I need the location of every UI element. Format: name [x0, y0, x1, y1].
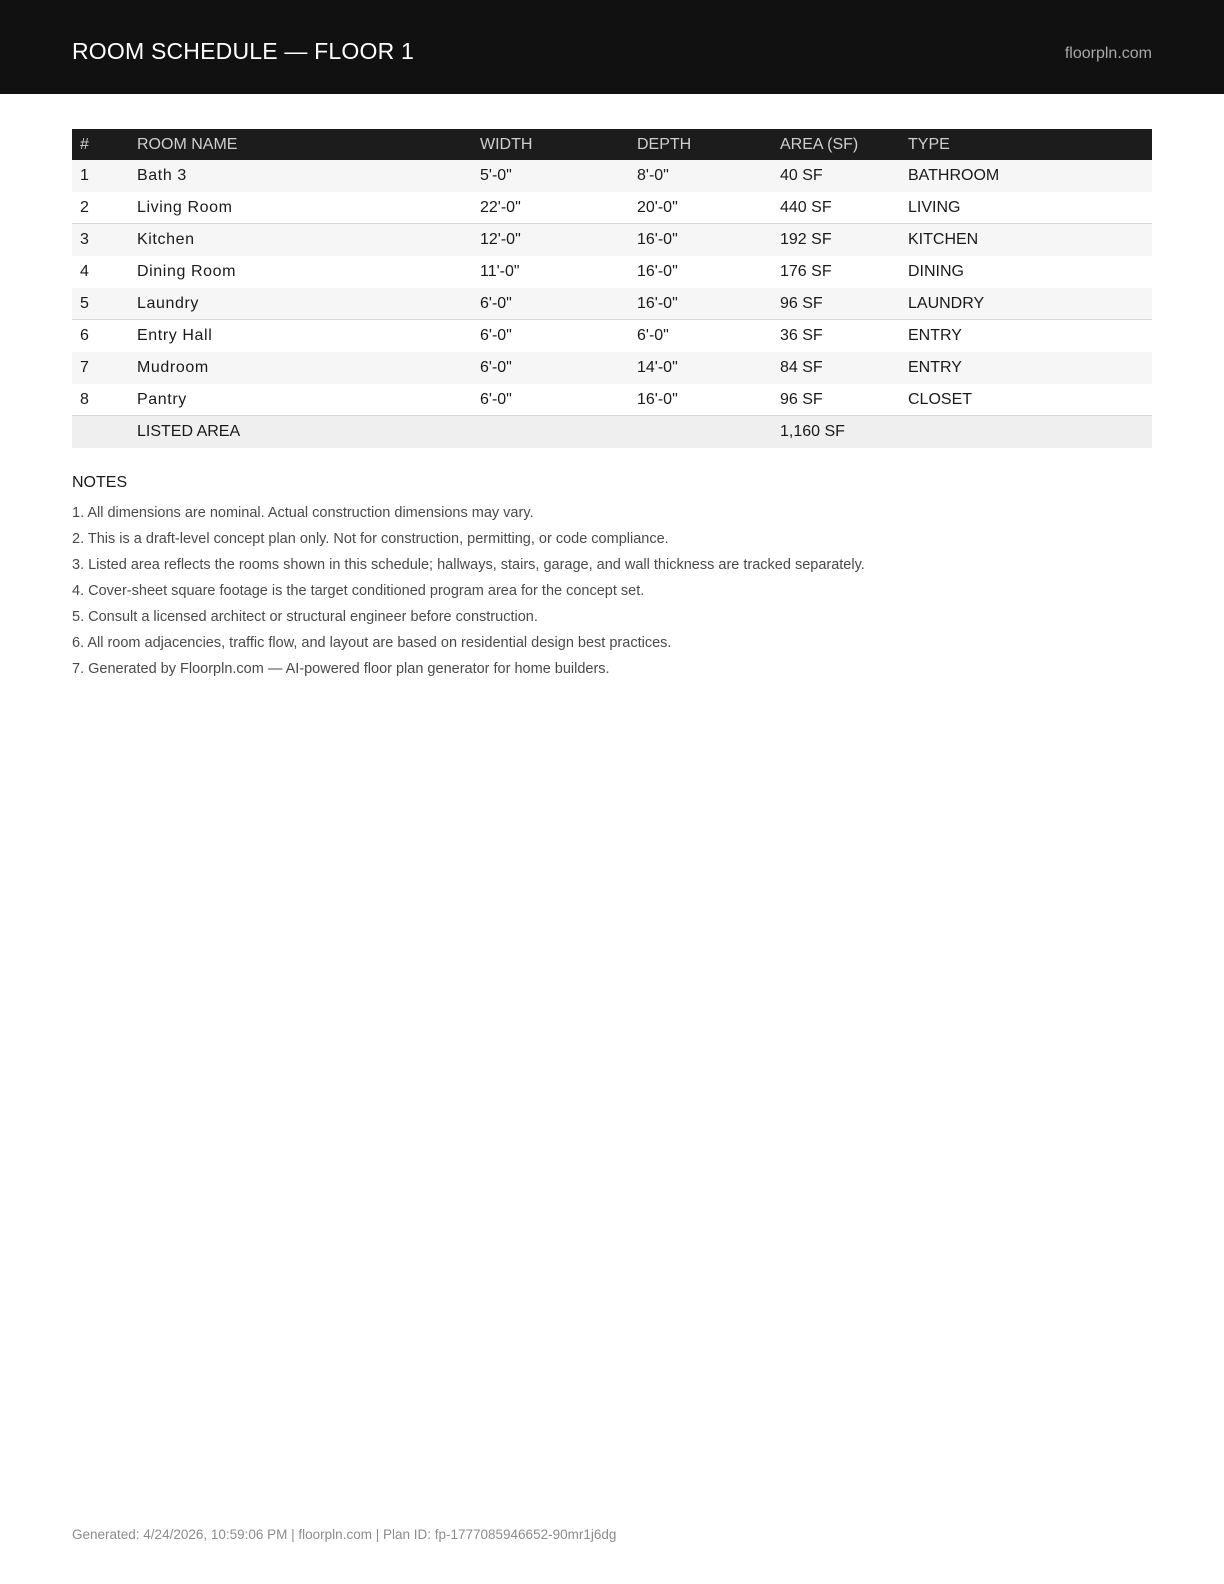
- room-type: CLOSET: [900, 384, 1152, 416]
- room-width: 11'-0": [472, 256, 629, 288]
- room-type: KITCHEN: [900, 224, 1152, 256]
- room-area: 84 SF: [772, 352, 900, 384]
- room-name: Living Room: [129, 192, 472, 224]
- room-type: LAUNDRY: [900, 288, 1152, 320]
- room-type: LIVING: [900, 192, 1152, 224]
- room-name: Pantry: [129, 384, 472, 416]
- room-number: 4: [72, 256, 129, 288]
- table-row: [72, 192, 1152, 224]
- room-number: 2: [72, 192, 129, 224]
- table-row: [72, 256, 1152, 288]
- total-width-cell: [472, 416, 629, 448]
- room-name: Entry Hall: [129, 320, 472, 352]
- notes-list: [72, 503, 865, 685]
- room-depth: 16'-0": [629, 384, 772, 416]
- room-depth: 16'-0": [629, 256, 772, 288]
- note-item: 4. Cover-sheet square footage is the target conditioned program area for the concept set.: [72, 583, 645, 599]
- room-area: 96 SF: [772, 288, 900, 320]
- table-row: [72, 288, 1152, 320]
- room-depth: 20'-0": [629, 192, 772, 224]
- room-type: DINING: [900, 256, 1152, 288]
- room-depth: 6'-0": [629, 320, 772, 352]
- table-row: [72, 224, 1152, 256]
- total-label: LISTED AREA: [129, 416, 472, 448]
- page-footer: Generated: 4/24/2026, 10:59:06 PM | floorpln.com | Plan ID: fp-1777085946652-90mr1j6dg: [72, 1527, 617, 1542]
- room-area: 40 SF: [772, 160, 900, 192]
- room-type: BATHROOM: [900, 160, 1152, 192]
- note-item: 7. Generated by Floorpln.com — AI-powered floor plan generator for home builders.: [72, 661, 610, 677]
- page-title: ROOM SCHEDULE — FLOOR 1: [72, 38, 414, 64]
- column-header-number: #: [72, 129, 129, 160]
- total-type-cell: [900, 416, 1152, 448]
- column-header-type: TYPE: [900, 129, 1152, 160]
- room-schedule-table: [72, 129, 1152, 448]
- total-row: [72, 416, 1152, 448]
- room-width: 5'-0": [472, 160, 629, 192]
- room-area: 36 SF: [772, 320, 900, 352]
- note-item: 5. Consult a licensed architect or structural engineer before construction.: [72, 609, 538, 625]
- room-depth: 16'-0": [629, 288, 772, 320]
- room-width: 6'-0": [472, 352, 629, 384]
- table-row: [72, 384, 1152, 416]
- page-header: [0, 0, 1224, 94]
- table-header-row: [72, 129, 1152, 160]
- column-header-area: AREA (SF): [772, 129, 900, 160]
- room-name: Kitchen: [129, 224, 472, 256]
- room-number: 6: [72, 320, 129, 352]
- site-name: floorpln.com: [1064, 45, 1152, 62]
- room-depth: 16'-0": [629, 224, 772, 256]
- room-area: 96 SF: [772, 384, 900, 416]
- table-row: [72, 352, 1152, 384]
- room-number: 8: [72, 384, 129, 416]
- column-header-depth: DEPTH: [629, 129, 772, 160]
- total-number-cell: [72, 416, 129, 448]
- total-area: 1,160 SF: [772, 416, 900, 448]
- room-type: ENTRY: [900, 352, 1152, 384]
- room-type: ENTRY: [900, 320, 1152, 352]
- room-depth: 8'-0": [629, 160, 772, 192]
- room-area: 176 SF: [772, 256, 900, 288]
- table-row: [72, 320, 1152, 352]
- room-width: 6'-0": [472, 320, 629, 352]
- room-number: 7: [72, 352, 129, 384]
- total-depth-cell: [629, 416, 772, 448]
- column-header-width: WIDTH: [472, 129, 629, 160]
- room-name: Dining Room: [129, 256, 472, 288]
- room-width: 12'-0": [472, 224, 629, 256]
- room-area: 192 SF: [772, 224, 900, 256]
- room-width: 22'-0": [472, 192, 629, 224]
- note-item: 2. This is a draft-level concept plan only. Not for construction, permitting, or code compliance.: [72, 531, 669, 547]
- note-item: 3. Listed area reflects the rooms shown in this schedule; hallways, stairs, garage, and wall thickness are tracked separately.: [72, 557, 865, 573]
- room-width: 6'-0": [472, 384, 629, 416]
- table-row: [72, 160, 1152, 192]
- room-name: Laundry: [129, 288, 472, 320]
- note-item: 6. All room adjacencies, traffic flow, and layout are based on residential design best practices.: [72, 635, 672, 651]
- room-number: 5: [72, 288, 129, 320]
- room-width: 6'-0": [472, 288, 629, 320]
- room-depth: 14'-0": [629, 352, 772, 384]
- room-name: Mudroom: [129, 352, 472, 384]
- note-item: 1. All dimensions are nominal. Actual construction dimensions may vary.: [72, 505, 534, 521]
- room-area: 440 SF: [772, 192, 900, 224]
- room-number: 3: [72, 224, 129, 256]
- room-name: Bath 3: [129, 160, 472, 192]
- notes-title: NOTES: [72, 474, 128, 491]
- room-number: 1: [72, 160, 129, 192]
- column-header-room-name: ROOM NAME: [129, 129, 472, 160]
